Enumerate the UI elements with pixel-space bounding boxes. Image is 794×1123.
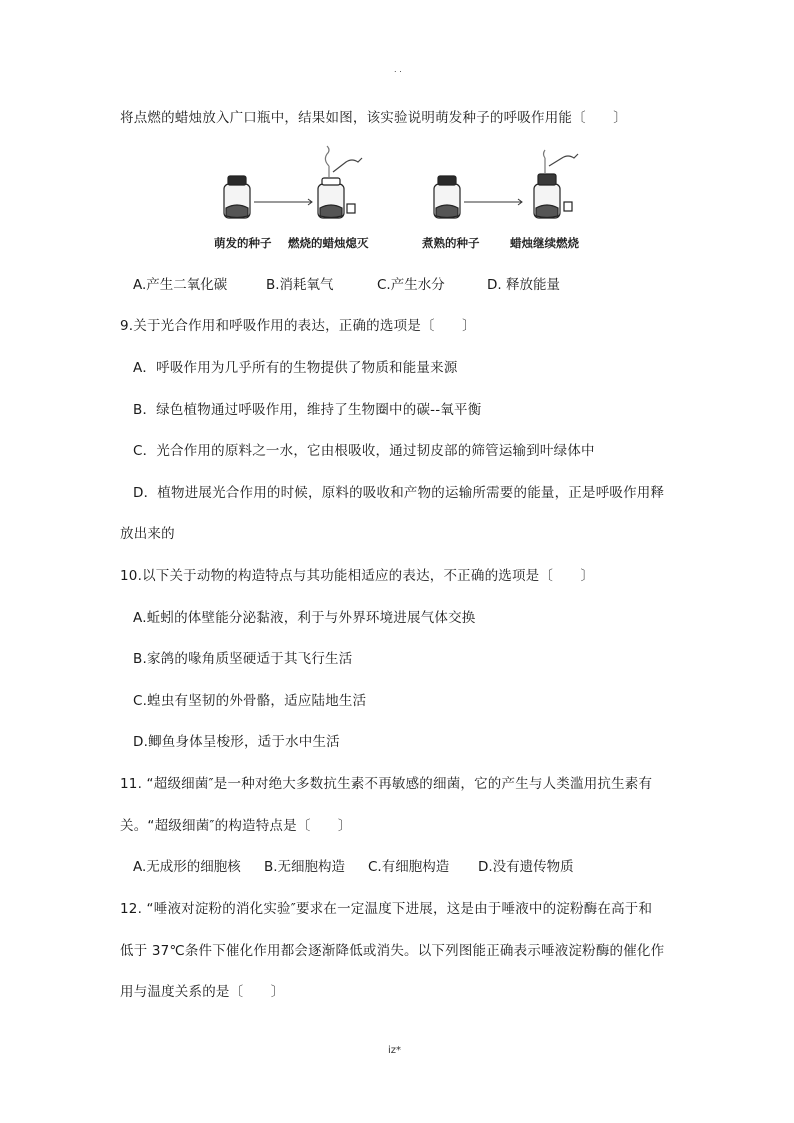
header-mark: . .: [394, 65, 402, 74]
jar-candle-extinguished: [318, 146, 362, 218]
caption-boiled-seeds: 煮熟的种子: [422, 236, 480, 250]
q10-option-a: A.蚯蚓的体壁能分泌黏液，利于与外界环境进展气体交换: [133, 610, 476, 626]
experiment-illustration: [212, 144, 592, 234]
q9-option-a: A．呼吸作用为几乎所有的生物提供了物质和能量来源: [133, 360, 458, 376]
q12-stem-line3: 用与温度关系的是〔 〕: [120, 984, 285, 1000]
page-footer: iz*: [388, 1045, 402, 1056]
q8-stem: 将点燃的蜡烛放入广口瓶中，结果如图，该实验说明萌发种子的呼吸作用能〔 〕: [120, 110, 627, 126]
q12-stem-line2: 低于 37℃条件下催化作用都会逐渐降低或消失。以下列图能正确表示唾液淀粉酶的催化作: [120, 943, 665, 959]
caption-candle-extinguished: 燃烧的蜡烛熄灭: [288, 236, 369, 250]
jar-candle-burning: [534, 150, 578, 218]
caption-germinating-seeds: 萌发的种子: [214, 236, 272, 250]
jar-boiled-seeds: [434, 176, 460, 218]
caption-candle-burning: 蜡烛继续燃烧: [510, 236, 579, 250]
q9-stem: 9.关于光合作用和呼吸作用的表达，正确的选项是〔 〕: [120, 318, 476, 334]
q9-option-c: C．光合作用的原料之一水，它由根吸收，通过韧皮部的筛管运输到叶绿体中: [133, 443, 595, 459]
q12-stem-line1: 12. “唾液对淀粉的消化实验″要求在一定温度下进展，这是由于唾液中的淀粉酶在高于和: [120, 901, 653, 917]
jar-germinating-seeds: [224, 176, 250, 218]
q10-option-d: D.鲫鱼身体呈梭形，适于水中生活: [133, 734, 340, 750]
q9-option-d: D．植物进展光合作用的时候，原料的吸收和产物的运输所需要的能量，正是呼吸作用释: [133, 485, 665, 501]
q10-option-b: B.家鸽的喙角质坚硬适于其飞行生活: [133, 651, 353, 667]
q11-option-b: B.无细胞构造: [264, 859, 346, 875]
q9-option-b: B．绿色植物通过呼吸作用，维持了生物圈中的碳--氧平衡: [133, 402, 482, 418]
arrow-icon: [254, 199, 312, 205]
experiment-figure: [212, 144, 592, 256]
q11-stem-line1: 11. “超级细菌″是一种对绝大多数抗生素不再敏感的细菌，它的产生与人类滥用抗生素有: [120, 776, 653, 792]
q10-option-c: C.蝗虫有坚韧的外骨骼，适应陆地生活: [133, 693, 367, 709]
q8-option-a: A.产生二氧化碳: [133, 277, 228, 293]
q10-stem: 10.以下关于动物的构造特点与其功能相适应的表达，不正确的选项是〔 〕: [120, 568, 595, 584]
q8-option-c: C.产生水分: [377, 277, 445, 293]
q8-option-d: D. 释放能量: [487, 277, 560, 293]
arrow-icon: [464, 199, 522, 205]
q11-option-c: C.有细胞构造: [368, 859, 450, 875]
q11-stem-line2: 关。“超级细菌″的构造特点是〔 〕: [120, 818, 352, 834]
q11-option-a: A.无成形的细胞核: [133, 859, 241, 875]
q9-option-d-continued: 放出来的: [120, 526, 175, 542]
q11-option-d: D.没有遗传物质: [478, 859, 574, 875]
q8-option-b: B.消耗氧气: [266, 277, 334, 293]
